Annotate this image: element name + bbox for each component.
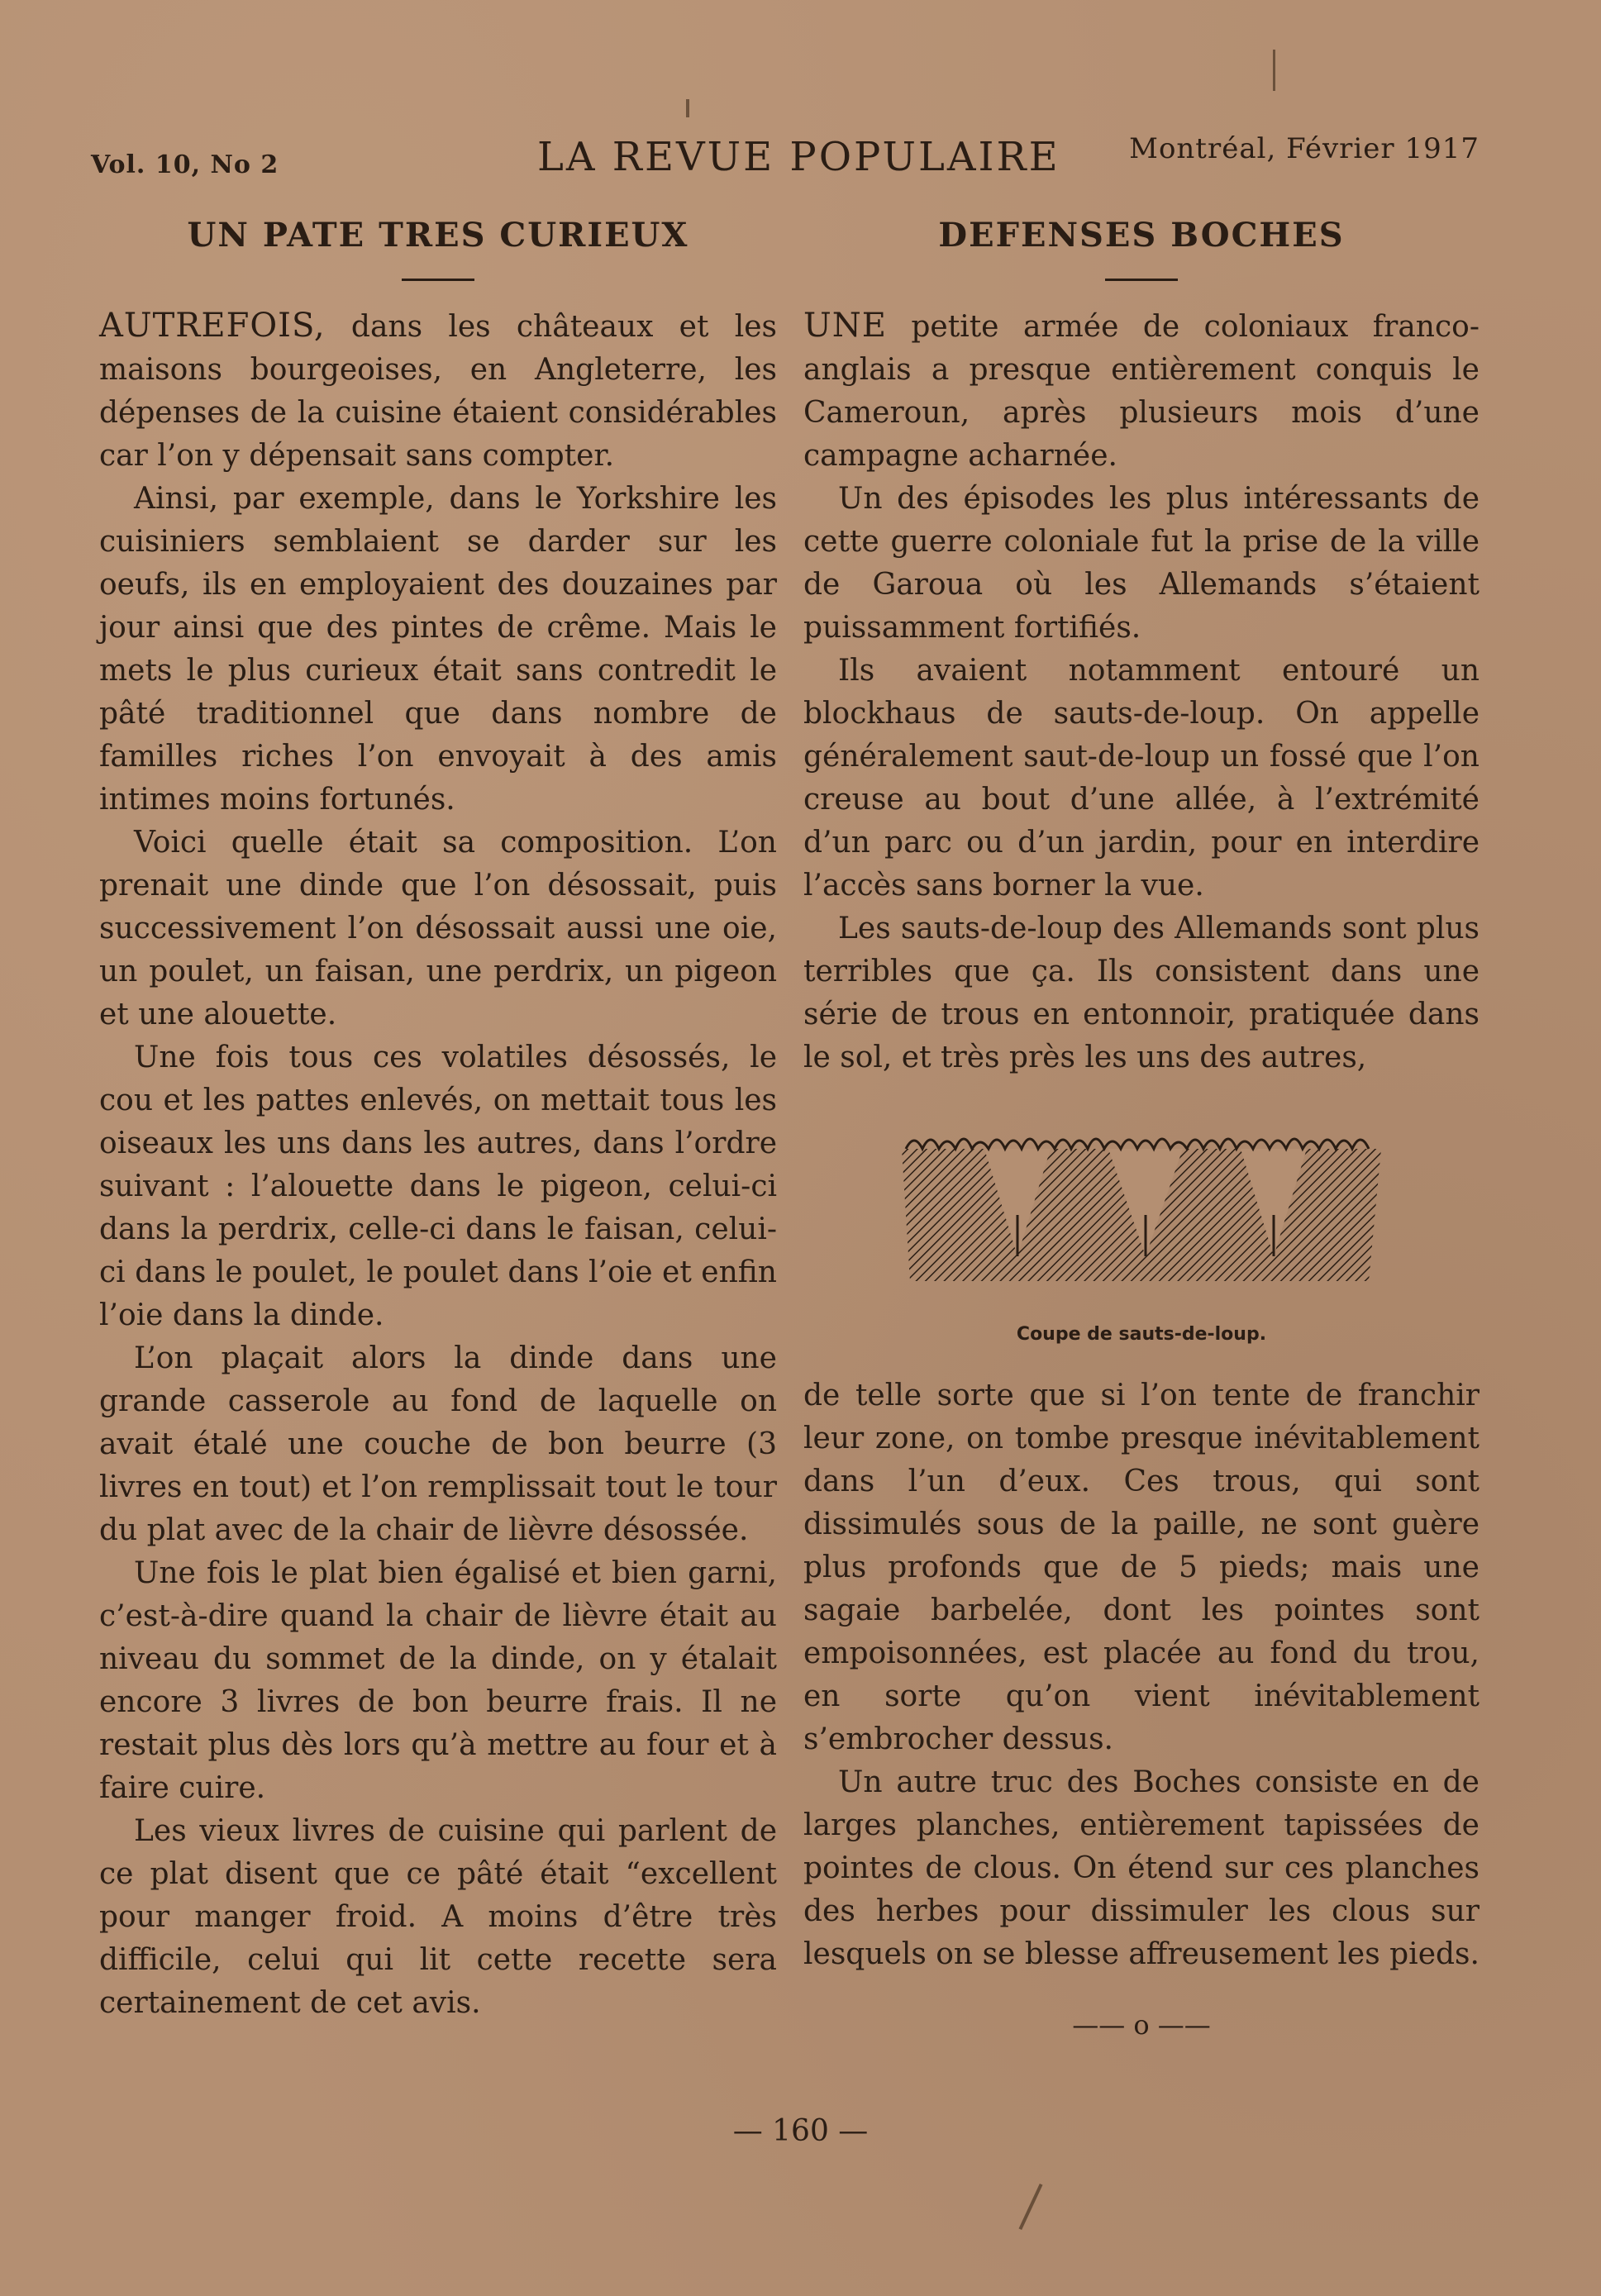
wolf-pit-illustration bbox=[893, 1116, 1389, 1345]
paragraph: Un autre truc des Boches consiste en de larges planches, entièrement tapissées de pointes de clous. On étend sur ces planches des herbes pour dissimuler les clous sur lesquels on se blesse affreusement les pieds. bbox=[803, 1765, 1479, 1971]
paragraph: Ainsi, par exemple, dans le Yorkshire les cuisiniers semblaient se darder sur les oeufs, ils en employaient des douzaines par jour ainsi que des pintes de crême. Mais le mets le plus curieux était sans contredit le pâté traditionnel que dans nombre de familles riches l’on envoyait à des amis intimes moins fortunés. bbox=[99, 482, 777, 817]
magazine-title: LA REVUE POPULAIRE bbox=[537, 134, 1060, 180]
article-body-continued bbox=[803, 1374, 1479, 1976]
lead-word: UNE bbox=[803, 307, 887, 345]
paper-speck bbox=[1273, 50, 1275, 91]
paragraph: Les vieux livres de cuisine qui parlent de ce plat disent que ce pâté était “excellent pour manger froid. A moins d’être très difficile, celui qui lit cette recette sera certainement de cet avis. bbox=[99, 1814, 777, 2020]
article-body bbox=[803, 304, 1479, 1079]
paragraph: de telle sorte que si l’on tente de franchir leur zone, on tombe presque inévitablement dans l’un d’eux. Ces trous, qui sont dissimulés sous de la paille, ne sont guère plus profonds que de 5 pieds; mais une sagaie barbelée, dont les pointes sont empoisonnées, est placée au fond du trou, en sorte qu’on vient inévitablement s’embrocher dessus. bbox=[803, 1379, 1479, 1756]
title-rule bbox=[402, 279, 474, 281]
article-title: UN PATE TRES CURIEUX bbox=[187, 216, 689, 255]
paragraph: Les sauts-de-loup des Allemands sont plus terribles que ça. Ils consistent dans une série de trous en entonnoir, pratiquée dans le sol, et très près les uns des autres, bbox=[803, 912, 1479, 1074]
paragraph bbox=[803, 304, 1479, 478]
end-ornament: —— o —— bbox=[1072, 2009, 1211, 2041]
article-body bbox=[99, 304, 777, 2025]
left-article bbox=[99, 211, 777, 2025]
cross-section-engraving bbox=[893, 1116, 1389, 1314]
volume-number: Vol. 10, No 2 bbox=[91, 150, 279, 179]
article-title: DEFENSES BOCHES bbox=[938, 216, 1345, 255]
paragraph-text: petite armée de coloniaux franco-anglais a presque entièrement conquis le Cameroun, après plusieurs mois d’une campagne acharnée. bbox=[803, 310, 1479, 473]
paragraph: L’on plaçait alors la dinde dans une grande casserole au fond de laquelle on avait étalé une couche de bon beurre (3 livres en tout) et l’on remplissait tout le tour du plat avec de la chair de lièvre désossée. bbox=[99, 1341, 777, 1547]
lead-word: AUTREFOIS, bbox=[99, 307, 326, 345]
figure-caption: Coupe de sauts-de-loup. bbox=[1016, 1324, 1267, 1345]
paragraph: Ils avaient notamment entouré un blockhaus de sauts-de-loup. On appelle généralement saut-de-loup un fossé que l’on creuse au bout d’une allée, à l’extrémité d’un parc ou d’un jardin, pour en interdire l’accès sans borner la vue. bbox=[803, 654, 1479, 903]
paragraph: Un des épisodes les plus intéressants de cette guerre coloniale fut la prise de la ville de Garoua où les Allemands s’étaient puissamment fortifiés. bbox=[803, 482, 1479, 645]
paper-speck bbox=[686, 99, 689, 117]
grass-cover bbox=[906, 1139, 1369, 1149]
paragraph: Voici quelle était sa composition. L’on prenait une dinde que l’on désossait, puis successivement l’on désossait aussi une oie, un poulet, un faisan, une perdrix, un pigeon et une alouette. bbox=[99, 826, 777, 1031]
page-header bbox=[91, 132, 1479, 190]
paragraph: Une fois le plat bien égalisé et bien garni, c’est-à-dire quand la chair de lièvre était au niveau du sommet de la dinde, on y étalait encore 3 livres de bon beurre frais. Il ne restait plus dès lors qu’à mettre au four et à faire cuire. bbox=[99, 1556, 777, 1805]
dateline: Montréal, Février 1917 bbox=[1129, 132, 1479, 165]
paragraph: Une fois tous ces volatiles désossés, le cou et les pattes enlevés, on mettait tous les oiseaux les uns dans les autres, dans l’ordre suivant : l’alouette dans le pigeon, celui-ci dans la perdrix, celle-ci dans le faisan, celui-ci dans le poulet, le poulet dans l’oie et enfin l’oie dans la dinde. bbox=[99, 1041, 777, 1332]
paragraph bbox=[99, 304, 777, 478]
page-number: — 160 — bbox=[732, 2114, 869, 2148]
right-article bbox=[803, 211, 1479, 2041]
paragraph-text: dans les châteaux et les maisons bourgeoises, en Angleterre, les dépenses de la cuisine étaient considérables car l’on y dépensait sans compter. bbox=[99, 310, 777, 473]
title-rule bbox=[1105, 279, 1178, 281]
paper-speck bbox=[1019, 2184, 1043, 2230]
